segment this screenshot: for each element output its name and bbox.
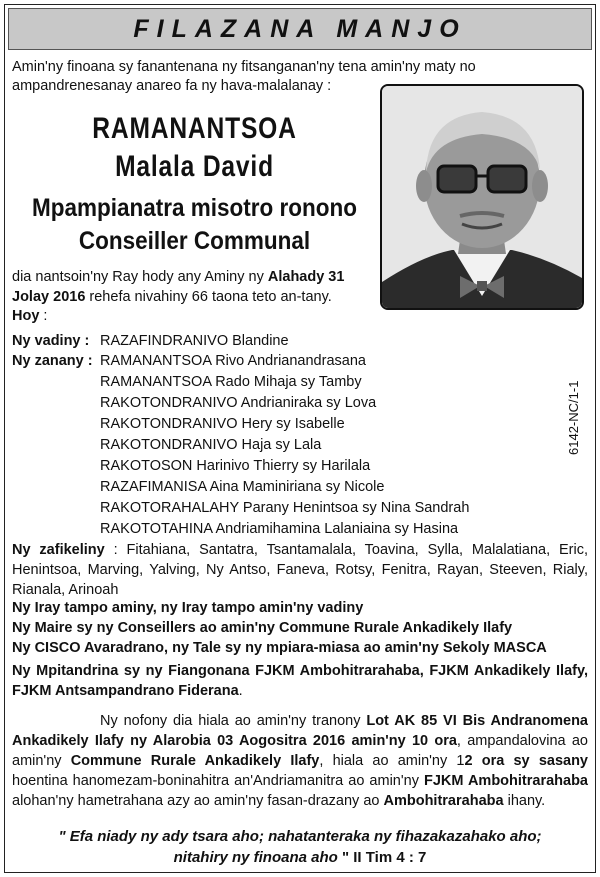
deceased-role-1: Mpampianatra misotro ronono <box>31 194 358 222</box>
notice-title: FILAZANA MANJO <box>133 14 467 43</box>
children-label: Ny zanany <box>12 353 84 369</box>
child-name: RAMANANTSOA Rado Mihaja sy Tamby <box>100 374 362 390</box>
grandchildren-paragraph <box>12 540 588 600</box>
child-name: RAKOTONDRANIVO Hery sy Isabelle <box>100 416 345 432</box>
spouse-row: Ny vadiny : RAZAFINDRANIVO Blandine <box>12 333 289 349</box>
bible-quote: " Efa niady ny ady tsara aho; nahatanteraka ny fihazakazahako aho; nitahiry ny finoana aho " II Tim 4 : 7 <box>58 828 542 866</box>
children-row: Ny zanany : RAMANANTSOA Rivo Andrianandrasana <box>12 353 366 369</box>
deceased-surname: RAMANANTSOA <box>92 112 297 145</box>
spouse-label: Ny vadiny <box>12 333 81 349</box>
deceased-role-2: Conseiller Communal <box>78 227 311 255</box>
family-line: Ny Maire sy ny Conseillers ao amin'ny Commune Rurale Ankadikely Ilafy <box>12 620 513 636</box>
deceased-given-name: Malala David <box>115 150 274 183</box>
child-name: RAKOTONDRANIVO Haja sy Lala <box>100 437 322 453</box>
child-name: RAKOTOTAHINA Andriamihamina Lalaniaina sy Hasina <box>100 521 459 537</box>
header-banner <box>8 8 592 50</box>
child-name: RAKOTONDRANIVO Andrianiraka sy Lova <box>100 395 377 411</box>
churches-paragraph: Ny Mpitandrina sy ny Fiangonana FJKM Ambohitrarahaba, FJKM Ankadikely Ilafy, FJKM Antsampandrano Fiderana. <box>12 663 588 699</box>
funeral-paragraph: Ny nofony dia hiala ao amin'ny tranony Lot AK 85 VI Bis Andranomena Ankadikely Ilafy ny Alarobia 03 Aogositra 2016 amin'ny 10 ora, ampandalovina ao amin'ny Commune Rurale Ankadikely Ilafy, hiala ao amin'ny 12 ora sy sasany hoentina hanomezam-boninahitra an'Andriamanitra ao amin'ny FJKM Ambohitrarahaba alohan'ny hametrahana azy ao amin'ny fasan-drazany ao Ambohitrarahaba ihany. <box>12 713 589 809</box>
family-line: Ny CISCO Avaradrano, ny Tale sy ny mpiara-miasa ao amin'ny Sekoly MASCA <box>12 640 547 656</box>
hoy-line: Hoy : <box>12 308 48 324</box>
spouse-name: RAZAFINDRANIVO Blandine <box>100 333 289 349</box>
child-name: RAZAFIMANISA Aina Maminiriana sy Nicole <box>100 479 385 495</box>
intro-text: Amin'ny finoana sy fanantenana ny fitsanganan'ny tena amin'ny maty no ampandrenesanay anareo fa ny hava-malalanay : <box>12 59 476 94</box>
death-announcement: dia nantsoin'ny Ray hody any Aminy ny Alahady 31 Jolay 2016 rehefa nivahiny 66 taona teto an-tany. <box>12 269 345 305</box>
grandchildren-names: : Fitahiana, Santatra, Tsantamalala, Toavina, Sylla, Malalatiana, Eric, Henintsoa, Marving, Yalving, Ny Antso, Faneva, Rotsy, Fenitra, Rayan, Steeven, Rialy, Rianala, Arinoah <box>12 542 589 598</box>
portrait-image <box>382 86 582 308</box>
reference-code: 6142-NC/1-1 <box>566 380 581 455</box>
family-line: Ny Iray tampo aminy, ny Iray tampo amin'ny vadiny <box>12 600 364 616</box>
grandchildren-label: Ny zafikeliny <box>12 542 105 558</box>
portrait-photo <box>380 84 584 310</box>
child-name: RAKOTORAHALAHY Parany Henintsoa sy Nina Sandrah <box>100 500 470 516</box>
child-name: RAKOTOSON Harinivo Thierry sy Harilala <box>100 458 371 474</box>
child-name: RAMANANTSOA Rivo Andrianandrasana <box>100 353 366 369</box>
